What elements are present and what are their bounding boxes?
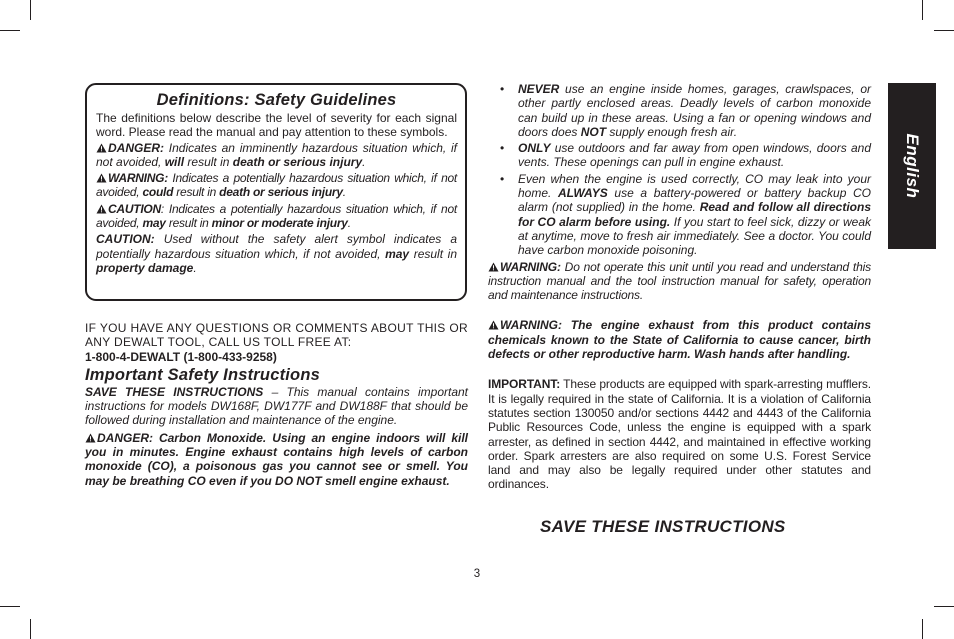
co-danger-warning: DANGER: Carbon Monoxide. Using an engine indoors will kill you in minutes. Engine exhaust contains high levels of carbon monoxide (CO), a poisonous gas you cannot see or smell. You may be breathing CO even if you DO NOT smell engine exhaust. <box>85 430 468 488</box>
list-item: • NEVER use an engine inside homes, garages, crawlspaces, or other partly enclosed areas. Deadly levels of carbon monoxide can build up in these areas. Using a fan or opening windows and doors does NOT supply enough fresh air. <box>500 82 871 139</box>
definitions-title: Definitions: Safety Guidelines <box>156 91 397 109</box>
save-instructions-footer: SAVE THESE INSTRUCTIONS <box>540 517 786 536</box>
warning-triangle-icon <box>96 173 107 183</box>
crop-mark <box>934 30 954 31</box>
caution-no-symbol-definition: CAUTION: Used without the safety alert symbol indicates a potentially hazardous situation which, if not avoided, may result in property damage. <box>96 232 458 275</box>
list-item: • ONLY use outdoors and far away from open windows, doors and vents. These openings can pull in engine exhaust. <box>500 141 871 170</box>
danger-definition: DANGER: Indicates an imminently hazardous situation which, if not avoided, will result in death or serious injury. <box>96 140 457 169</box>
list-item: • Even when the engine is used correctly, CO may leak into your home. ALWAYS use a battery-powered or battery backup CO alarm (not supplied) in the home. Read and follow all directions for CO alarm before using. If you start to feel sick, dizzy or weak at anytime, move to fresh air immediately. See a doctor. You could have carbon monoxide poisoning. <box>500 171 872 258</box>
warning-triangle-icon <box>488 262 499 272</box>
save-instructions-intro: SAVE THESE INSTRUCTIONS – This manual contains important instructions for models DW168F, DW177F and DW188F that should be followed during installation and maintenance of the engine. <box>85 384 468 428</box>
warning-triangle-icon <box>96 204 107 214</box>
warning-definition: WARNING: Indicates a potentially hazardous situation which, if not avoided, could result in death or serious injury. <box>96 171 457 200</box>
warning-triangle-icon <box>488 320 499 330</box>
crop-mark <box>922 619 923 639</box>
caution-definition: CAUTION: Indicates a potentially hazardous situation which, if not avoided, may result in minor or moderate injury. <box>96 201 457 231</box>
co-bullet-list <box>488 82 871 258</box>
warning-triangle-icon <box>85 433 96 443</box>
warning-triangle-icon <box>96 143 107 153</box>
contact-line: IF YOU HAVE ANY QUESTIONS OR COMMENTS ABOUT THIS OR ANY DEWALT TOOL, CALL US TOLL FREE AT: <box>85 321 468 350</box>
warning-operate: WARNING: Do not operate this unit until you read and understand this instruction manual and the tool instruction manual for safety, operation and maintenance instructions. <box>488 259 871 303</box>
crop-mark <box>934 606 954 607</box>
crop-mark <box>30 619 31 639</box>
definitions-intro: The definitions below describe the level of severity for each signal word. Please read the manual and pay attention to these symbols. <box>96 111 457 140</box>
crop-mark <box>0 30 20 31</box>
language-tab <box>888 83 936 249</box>
important-safety-heading: Important Safety Instructions <box>85 365 320 384</box>
language-tab-label: English <box>903 133 922 199</box>
page-number: 3 <box>473 568 481 580</box>
warning-exhaust: WARNING: The engine exhaust from this product contains chemicals known to the State of California to cause cancer, birth defects or other reproductive harm. Wash hands after handling. <box>488 318 871 362</box>
crop-mark <box>30 0 31 20</box>
right-column <box>488 82 871 492</box>
crop-mark <box>0 606 20 607</box>
crop-mark <box>922 0 923 20</box>
important-spark-arrester: IMPORTANT: These products are equipped with spark-arresting mufflers. It is legally required in the state of California. It is a violation of California statutes section 130050 and/or sections 4442 and 4443 of the California Public Resources Code, unless the engine is equipped with a spark arrester, as defined in section 4442, and maintained in effective working order. Spark arresters are also required on some U.S. Forest Service land and may also be legally required under other statutes and ordinances. <box>488 377 871 492</box>
definitions-box <box>85 83 467 301</box>
contact-phone: 1-800-4-DEWALT (1-800-433-9258) <box>85 349 277 364</box>
left-column <box>85 321 468 488</box>
